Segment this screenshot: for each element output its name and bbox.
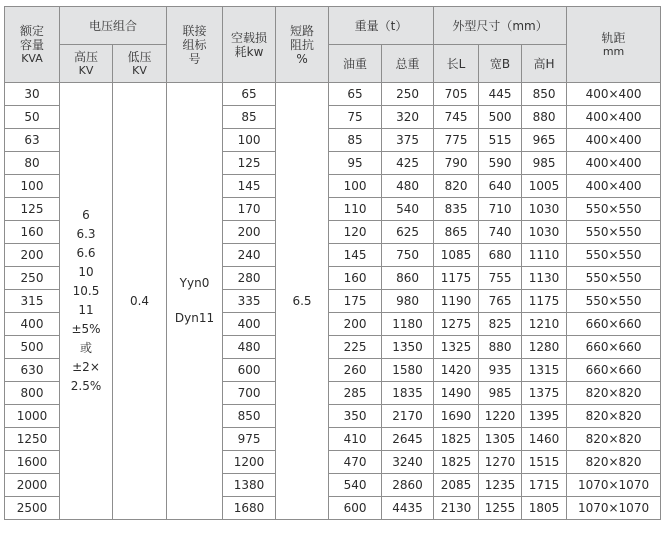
oil-weight-cell: 100 — [329, 175, 382, 198]
length-cell: 1825 — [434, 451, 479, 474]
noload-loss-cell: 280 — [223, 267, 276, 290]
total-weight-cell: 1580 — [382, 359, 434, 382]
noload-loss-cell: 335 — [223, 290, 276, 313]
noload-loss-cell: 400 — [223, 313, 276, 336]
gauge-cell: 660×660 — [567, 359, 661, 382]
col-oil-weight-header: 油重 — [329, 45, 382, 83]
width-cell: 1305 — [479, 428, 522, 451]
gauge-cell: 820×820 — [567, 405, 661, 428]
header-text: 容量 — [19, 37, 44, 52]
height-cell: 965 — [522, 129, 567, 152]
width-cell: 1255 — [479, 497, 522, 520]
col-height-header: 高H — [522, 45, 567, 83]
merged-line: 6.3 — [76, 227, 96, 241]
total-weight-cell: 860 — [382, 267, 434, 290]
merged-line: ±2× — [72, 360, 100, 374]
length-cell: 865 — [434, 221, 479, 244]
connection-merged-cell — [167, 83, 223, 520]
length-cell: 820 — [434, 175, 479, 198]
capacity-cell: 80 — [5, 152, 60, 175]
gauge-cell: 660×660 — [567, 336, 661, 359]
header-unit: KVA — [21, 51, 43, 65]
noload-loss-cell: 1200 — [223, 451, 276, 474]
noload-loss-cell: 975 — [223, 428, 276, 451]
capacity-cell: 400 — [5, 313, 60, 336]
length-cell: 1690 — [434, 405, 479, 428]
height-cell: 1460 — [522, 428, 567, 451]
total-weight-cell: 1180 — [382, 313, 434, 336]
header-text: 空载损 — [231, 30, 268, 45]
capacity-cell: 50 — [5, 106, 60, 129]
oil-weight-cell: 160 — [329, 267, 382, 290]
total-weight-cell: 375 — [382, 129, 434, 152]
gauge-cell: 1070×1070 — [567, 474, 661, 497]
total-weight-cell: 3240 — [382, 451, 434, 474]
total-weight-cell: 750 — [382, 244, 434, 267]
header-text: 短路 — [290, 23, 315, 38]
height-cell: 1395 — [522, 405, 567, 428]
height-cell: 1030 — [522, 198, 567, 221]
oil-weight-cell: 410 — [329, 428, 382, 451]
merged-line: 2.5% — [70, 379, 102, 393]
header-text: 耗kw — [234, 44, 264, 59]
oil-weight-cell: 540 — [329, 474, 382, 497]
capacity-cell: 100 — [5, 175, 60, 198]
capacity-cell: 200 — [5, 244, 60, 267]
capacity-cell: 630 — [5, 359, 60, 382]
width-cell: 445 — [479, 83, 522, 106]
width-cell: 825 — [479, 313, 522, 336]
oil-weight-cell: 95 — [329, 152, 382, 175]
length-cell: 2085 — [434, 474, 479, 497]
height-cell: 985 — [522, 152, 567, 175]
total-weight-cell: 625 — [382, 221, 434, 244]
total-weight-cell: 2645 — [382, 428, 434, 451]
header-text: 轨距 — [601, 30, 626, 45]
gauge-cell: 400×400 — [567, 129, 661, 152]
weight-group-header: 重量（t） — [329, 7, 434, 45]
col-width-header: 宽B — [479, 45, 522, 83]
height-cell: 1175 — [522, 290, 567, 313]
noload-loss-cell: 480 — [223, 336, 276, 359]
oil-weight-cell: 350 — [329, 405, 382, 428]
oil-weight-cell: 600 — [329, 497, 382, 520]
lv-merged-cell: 0.4 — [113, 83, 167, 520]
total-weight-cell: 1350 — [382, 336, 434, 359]
col-length-header: 长L — [434, 45, 479, 83]
width-cell: 710 — [479, 198, 522, 221]
height-cell: 880 — [522, 106, 567, 129]
header-text: 联接 — [182, 23, 207, 38]
capacity-cell: 1250 — [5, 428, 60, 451]
merged-line: 6.6 — [76, 246, 96, 260]
capacity-cell: 500 — [5, 336, 60, 359]
merged-line: 6 — [82, 208, 90, 222]
header-unit: mm — [602, 44, 625, 58]
capacity-cell: 63 — [5, 129, 60, 152]
connection-value: Dyn11 — [174, 311, 215, 325]
width-cell: 515 — [479, 129, 522, 152]
col-total-weight-header: 总重 — [382, 45, 434, 83]
merged-line: 10.5 — [72, 284, 100, 298]
voltage-group-header: 电压组合 — [60, 7, 167, 45]
noload-loss-cell: 240 — [223, 244, 276, 267]
table-body — [5, 83, 661, 520]
col-noload-loss-header — [223, 7, 276, 83]
oil-weight-cell: 260 — [329, 359, 382, 382]
noload-loss-cell: 600 — [223, 359, 276, 382]
length-cell: 835 — [434, 198, 479, 221]
hv-merged-cell — [60, 83, 113, 520]
width-cell: 590 — [479, 152, 522, 175]
height-cell: 1280 — [522, 336, 567, 359]
width-cell: 640 — [479, 175, 522, 198]
total-weight-cell: 250 — [382, 83, 434, 106]
oil-weight-cell: 285 — [329, 382, 382, 405]
gauge-cell: 550×550 — [567, 221, 661, 244]
col-impedance-header — [276, 7, 329, 83]
header-text: 号 — [188, 51, 201, 66]
header-unit: % — [296, 51, 308, 66]
length-cell: 2130 — [434, 497, 479, 520]
capacity-cell: 800 — [5, 382, 60, 405]
length-cell: 1085 — [434, 244, 479, 267]
length-cell: 1420 — [434, 359, 479, 382]
connection-value: Yyn0 — [179, 276, 210, 290]
noload-loss-cell: 125 — [223, 152, 276, 175]
col-hv-header — [60, 45, 113, 83]
length-cell: 1325 — [434, 336, 479, 359]
gauge-cell: 550×550 — [567, 290, 661, 313]
transformer-spec-table — [4, 6, 661, 520]
total-weight-cell: 480 — [382, 175, 434, 198]
length-cell: 775 — [434, 129, 479, 152]
height-cell: 1005 — [522, 175, 567, 198]
capacity-cell: 315 — [5, 290, 60, 313]
oil-weight-cell: 110 — [329, 198, 382, 221]
impedance-merged-cell: 6.5 — [276, 83, 329, 520]
header-text: 高压 — [73, 49, 98, 64]
height-cell: 1130 — [522, 267, 567, 290]
length-cell: 1190 — [434, 290, 479, 313]
height-cell: 850 — [522, 83, 567, 106]
width-cell: 755 — [479, 267, 522, 290]
total-weight-cell: 980 — [382, 290, 434, 313]
height-cell: 1315 — [522, 359, 567, 382]
noload-loss-cell: 200 — [223, 221, 276, 244]
oil-weight-cell: 200 — [329, 313, 382, 336]
gauge-cell: 550×550 — [567, 267, 661, 290]
col-lv-header — [113, 45, 167, 83]
total-weight-cell: 2170 — [382, 405, 434, 428]
gauge-cell: 820×820 — [567, 428, 661, 451]
noload-loss-cell: 700 — [223, 382, 276, 405]
total-weight-cell: 540 — [382, 198, 434, 221]
total-weight-cell: 4435 — [382, 497, 434, 520]
oil-weight-cell: 175 — [329, 290, 382, 313]
noload-loss-cell: 850 — [223, 405, 276, 428]
width-cell: 740 — [479, 221, 522, 244]
capacity-cell: 2500 — [5, 497, 60, 520]
merged-line: 11 — [78, 303, 94, 317]
height-cell: 1515 — [522, 451, 567, 474]
gauge-cell: 400×400 — [567, 175, 661, 198]
noload-loss-cell: 1380 — [223, 474, 276, 497]
total-weight-cell: 425 — [382, 152, 434, 175]
capacity-cell: 125 — [5, 198, 60, 221]
header-unit: KV — [78, 63, 94, 77]
length-cell: 1825 — [434, 428, 479, 451]
width-cell: 1270 — [479, 451, 522, 474]
header-text: 额定 — [19, 23, 44, 38]
col-connection-header — [167, 7, 223, 83]
width-cell: 935 — [479, 359, 522, 382]
oil-weight-cell: 65 — [329, 83, 382, 106]
dimensions-group-header: 外型尺寸（mm） — [434, 7, 567, 45]
gauge-cell: 550×550 — [567, 244, 661, 267]
total-weight-cell: 1835 — [382, 382, 434, 405]
length-cell: 1275 — [434, 313, 479, 336]
header-unit: KV — [132, 63, 147, 77]
height-cell: 1805 — [522, 497, 567, 520]
oil-weight-cell: 145 — [329, 244, 382, 267]
capacity-cell: 2000 — [5, 474, 60, 497]
capacity-cell: 1600 — [5, 451, 60, 474]
merged-line: ±5% — [71, 322, 101, 336]
width-cell: 985 — [479, 382, 522, 405]
capacity-cell: 30 — [5, 83, 60, 106]
noload-loss-cell: 145 — [223, 175, 276, 198]
height-cell: 1375 — [522, 382, 567, 405]
width-cell: 765 — [479, 290, 522, 313]
oil-weight-cell: 85 — [329, 129, 382, 152]
merged-line: 10 — [78, 265, 94, 279]
length-cell: 745 — [434, 106, 479, 129]
width-cell: 880 — [479, 336, 522, 359]
gauge-cell: 400×400 — [567, 106, 661, 129]
capacity-cell: 1000 — [5, 405, 60, 428]
gauge-cell: 400×400 — [567, 83, 661, 106]
oil-weight-cell: 75 — [329, 106, 382, 129]
table-row — [5, 83, 661, 106]
length-cell: 705 — [434, 83, 479, 106]
header-text: 低压 — [127, 49, 152, 64]
noload-loss-cell: 65 — [223, 83, 276, 106]
gauge-cell: 660×660 — [567, 313, 661, 336]
total-weight-cell: 2860 — [382, 474, 434, 497]
noload-loss-cell: 1680 — [223, 497, 276, 520]
gauge-cell: 400×400 — [567, 152, 661, 175]
capacity-cell: 250 — [5, 267, 60, 290]
header-text: 阻抗 — [290, 37, 315, 52]
header-text: 组标 — [182, 37, 207, 52]
col-capacity-header — [5, 7, 60, 83]
oil-weight-cell: 225 — [329, 336, 382, 359]
gauge-cell: 1070×1070 — [567, 497, 661, 520]
total-weight-cell: 320 — [382, 106, 434, 129]
height-cell: 1715 — [522, 474, 567, 497]
capacity-cell: 160 — [5, 221, 60, 244]
col-gauge-header — [567, 7, 661, 83]
width-cell: 1235 — [479, 474, 522, 497]
width-cell: 1220 — [479, 405, 522, 428]
length-cell: 1490 — [434, 382, 479, 405]
length-cell: 1175 — [434, 267, 479, 290]
gauge-cell: 820×820 — [567, 451, 661, 474]
gauge-cell: 550×550 — [567, 198, 661, 221]
width-cell: 500 — [479, 106, 522, 129]
gauge-cell: 820×820 — [567, 382, 661, 405]
oil-weight-cell: 470 — [329, 451, 382, 474]
noload-loss-cell: 100 — [223, 129, 276, 152]
oil-weight-cell: 120 — [329, 221, 382, 244]
noload-loss-cell: 170 — [223, 198, 276, 221]
merged-line: 或 — [79, 341, 92, 355]
length-cell: 790 — [434, 152, 479, 175]
height-cell: 1110 — [522, 244, 567, 267]
width-cell: 680 — [479, 244, 522, 267]
noload-loss-cell: 85 — [223, 106, 276, 129]
height-cell: 1210 — [522, 313, 567, 336]
height-cell: 1030 — [522, 221, 567, 244]
